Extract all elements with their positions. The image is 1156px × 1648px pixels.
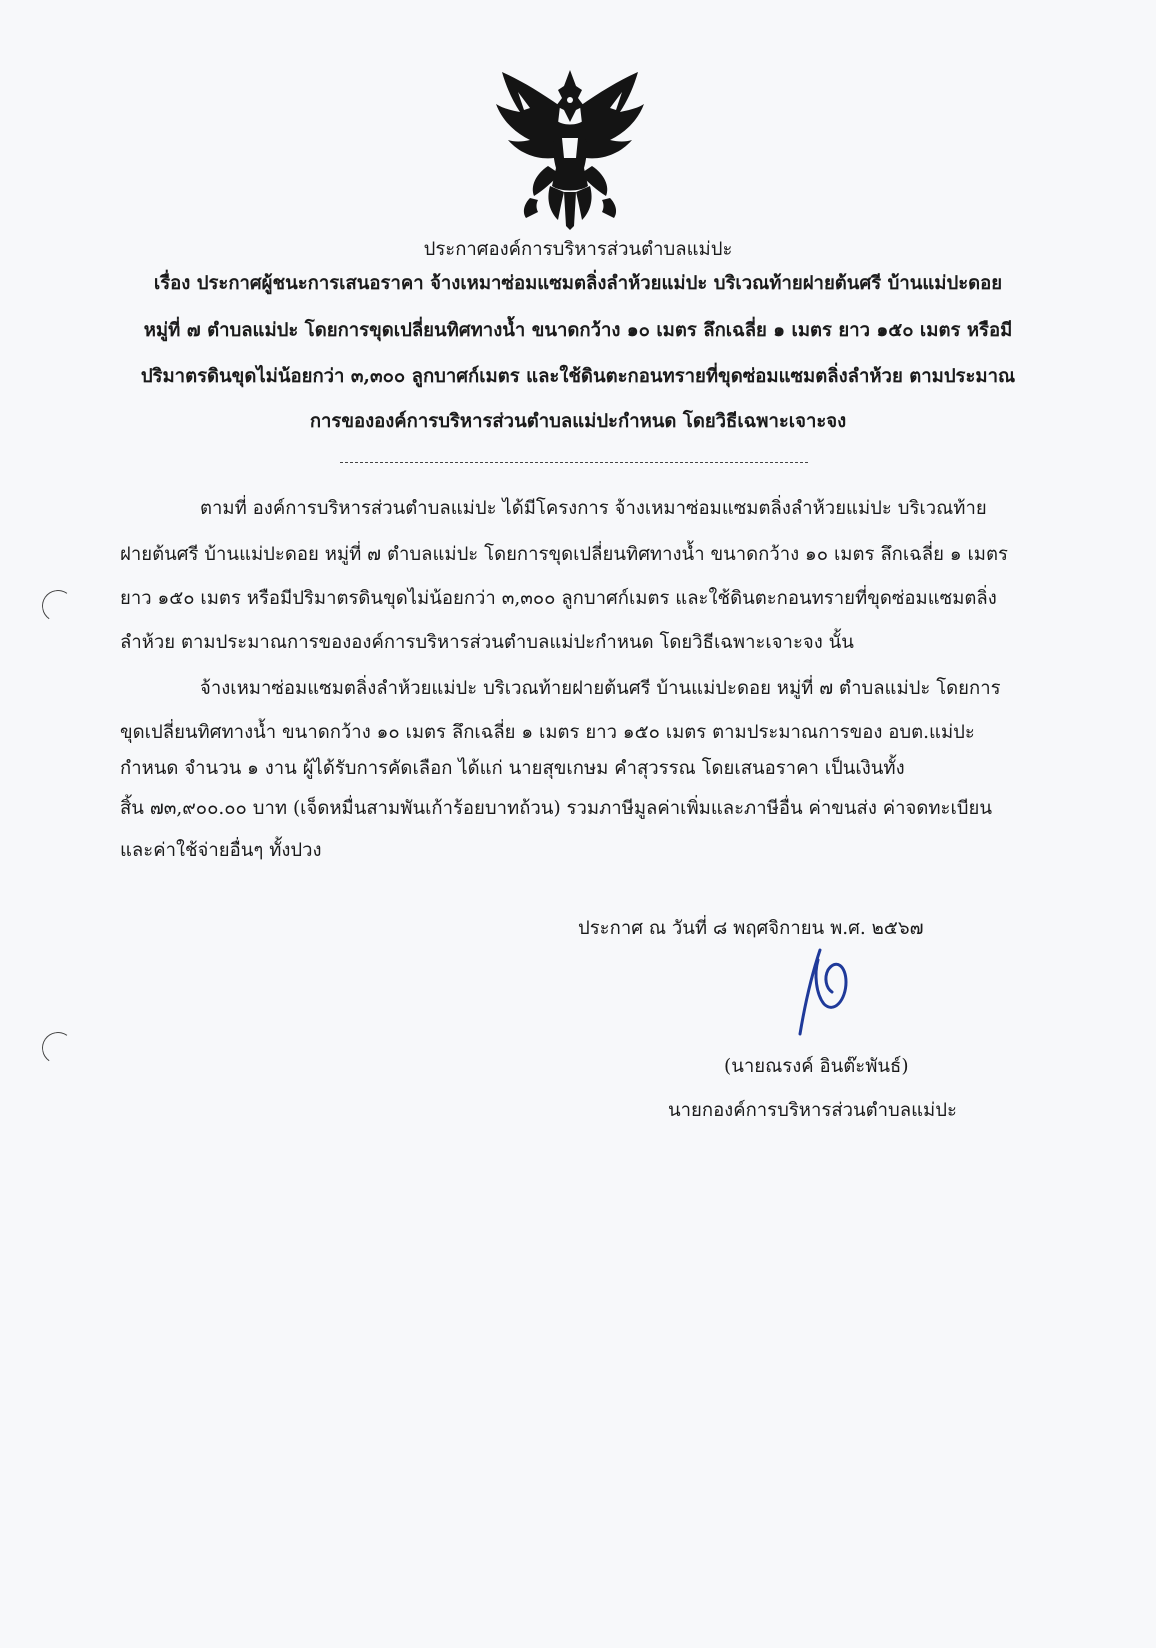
paragraph-2-line: และค่าใช้จ่ายอื่นๆ ทั้งปวง (120, 840, 322, 861)
subject-line: การขององค์การบริหารส่วนตำบลแม่ปะกำหนด โดยวิธีเฉพาะเจาะจง (309, 411, 847, 432)
announcement-title: ประกาศองค์การบริหารส่วนตำบลแม่ปะ (423, 239, 733, 260)
paragraph-2-line: สิ้น ๗๓,๙๐๐.๐๐ บาท (เจ็ดหมื่นสามพันเก้าร้อยบาทถ้วน) รวมภาษีมูลค่าเพิ่มและภาษีอื่น ค่าขนส่ง ค่าจดทะเบียน (120, 798, 993, 819)
punch-hole-mark (39, 587, 76, 624)
header-divider (340, 462, 808, 463)
garuda-emblem-icon (490, 62, 650, 230)
punch-hole-mark (39, 1029, 76, 1066)
paragraph-1-line: ยาว ๑๕๐ เมตร หรือมีปริมาตรดินขุดไม่น้อยกว่า ๓,๓๐๐ ลูกบาศก์เมตร และใช้ดินตะกอนทรายที่ขุดซ่อมแซมตลิ่ง (120, 588, 997, 609)
subject-line: ปริมาตรดินขุดไม่น้อยกว่า ๓,๓๐๐ ลูกบาศก์เมตร และใช้ดินตะกอนทรายที่ขุดซ่อมแซมตลิ่งลำห้วย ตามประมาณ (140, 366, 1016, 387)
handwritten-signature-icon (780, 930, 870, 1040)
signer-name: (นายณรงค์ อินต๊ะพันธ์) (724, 1056, 909, 1077)
paragraph-2-line: จ้างเหมาซ่อมแซมตลิ่งลำห้วยแม่ปะ บริเวณท้ายฝายต้นศรี บ้านแม่ปะดอย หมู่ที่ ๗ ตำบลแม่ปะ โดยการ (200, 678, 1001, 699)
paragraph-1-line: ลำห้วย ตามประมาณการขององค์การบริหารส่วนตำบลแม่ปะกำหนด โดยวิธีเฉพาะเจาะจง นั้น (120, 632, 854, 653)
subject-line: หมู่ที่ ๗ ตำบลแม่ปะ โดยการขุดเปลี่ยนทิศทางน้ำ ขนาดกว้าง ๑๐ เมตร ลึกเฉลี่ย ๑ เมตร ยาว ๑๕๐ เมตร หรือมี (143, 320, 1013, 341)
paragraph-1-line: ฝายต้นศรี บ้านแม่ปะดอย หมู่ที่ ๗ ตำบลแม่ปะ โดยการขุดเปลี่ยนทิศทางน้ำ ขนาดกว้าง ๑๐ เมตร ลึกเฉลี่ย ๑ เมตร (120, 544, 1008, 565)
paragraph-1-line: ตามที่ องค์การบริหารส่วนตำบลแม่ปะ ได้มีโครงการ จ้างเหมาซ่อมแซมตลิ่งลำห้วยแม่ปะ บริเวณท้าย (200, 498, 987, 519)
announcement-date: ประกาศ ณ วันที่ ๘ พฤศจิกายน พ.ศ. ๒๕๖๗ (578, 918, 924, 939)
paragraph-2-line: กำหนด จำนวน ๑ งาน ผู้ได้รับการคัดเลือก ได้แก่ นายสุขเกษม คำสุวรรณ โดยเสนอราคา เป็นเงินทั้ง (120, 758, 905, 779)
paragraph-2-line: ขุดเปลี่ยนทิศทางน้ำ ขนาดกว้าง ๑๐ เมตร ลึกเฉลี่ย ๑ เมตร ยาว ๑๕๐ เมตร ตามประมาณการของ อบต.แม่ปะ (120, 722, 975, 743)
signer-title: นายกองค์การบริหารส่วนตำบลแม่ปะ (668, 1100, 957, 1121)
subject-line: เรื่อง ประกาศผู้ชนะการเสนอราคา จ้างเหมาซ่อมแซมตลิ่งลำห้วยแม่ปะ บริเวณท้ายฝายต้นศรี บ้านแม่ปะดอย (153, 273, 1003, 294)
